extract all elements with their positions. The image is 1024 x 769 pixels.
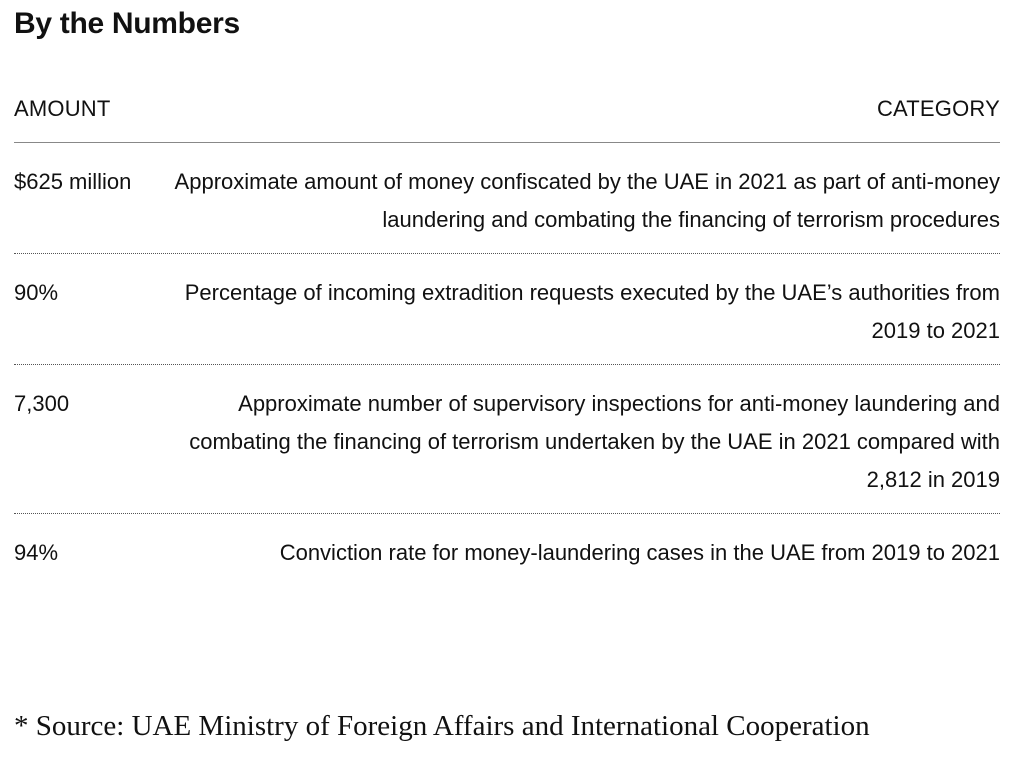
column-header-amount: AMOUNT — [14, 96, 111, 121]
table-header — [14, 90, 1000, 143]
row-amount: 90% — [14, 280, 59, 305]
numbers-table — [14, 90, 1000, 586]
row-category: Approximate number of supervisory inspections for anti-money laundering and combating the financing of terrorism undertaken by the UAE in 2021 compared with 2,812 in 2019 — [189, 391, 1000, 492]
row-amount: 7,300 — [14, 391, 70, 416]
page-title: By the Numbers — [14, 7, 240, 40]
row-category: Approximate amount of money confiscated by the UAE in 2021 as part of anti-money laundering and combating the financing of terrorism procedures — [174, 169, 1000, 232]
table-row — [14, 254, 1000, 365]
source-note: * Source: UAE Ministry of Foreign Affairs and International Cooperation — [14, 710, 870, 742]
table-row — [14, 365, 1000, 514]
column-header-category: CATEGORY — [876, 96, 1000, 121]
table-row — [14, 143, 1000, 254]
row-category: Conviction rate for money-laundering cases in the UAE from 2019 to 2021 — [279, 540, 1000, 565]
row-amount: $625 million — [14, 169, 132, 194]
row-amount: 94% — [14, 540, 59, 565]
table-row — [14, 514, 1000, 586]
row-category: Percentage of incoming extradition requests executed by the UAE’s authorities from 2019 to 2021 — [184, 280, 1000, 343]
